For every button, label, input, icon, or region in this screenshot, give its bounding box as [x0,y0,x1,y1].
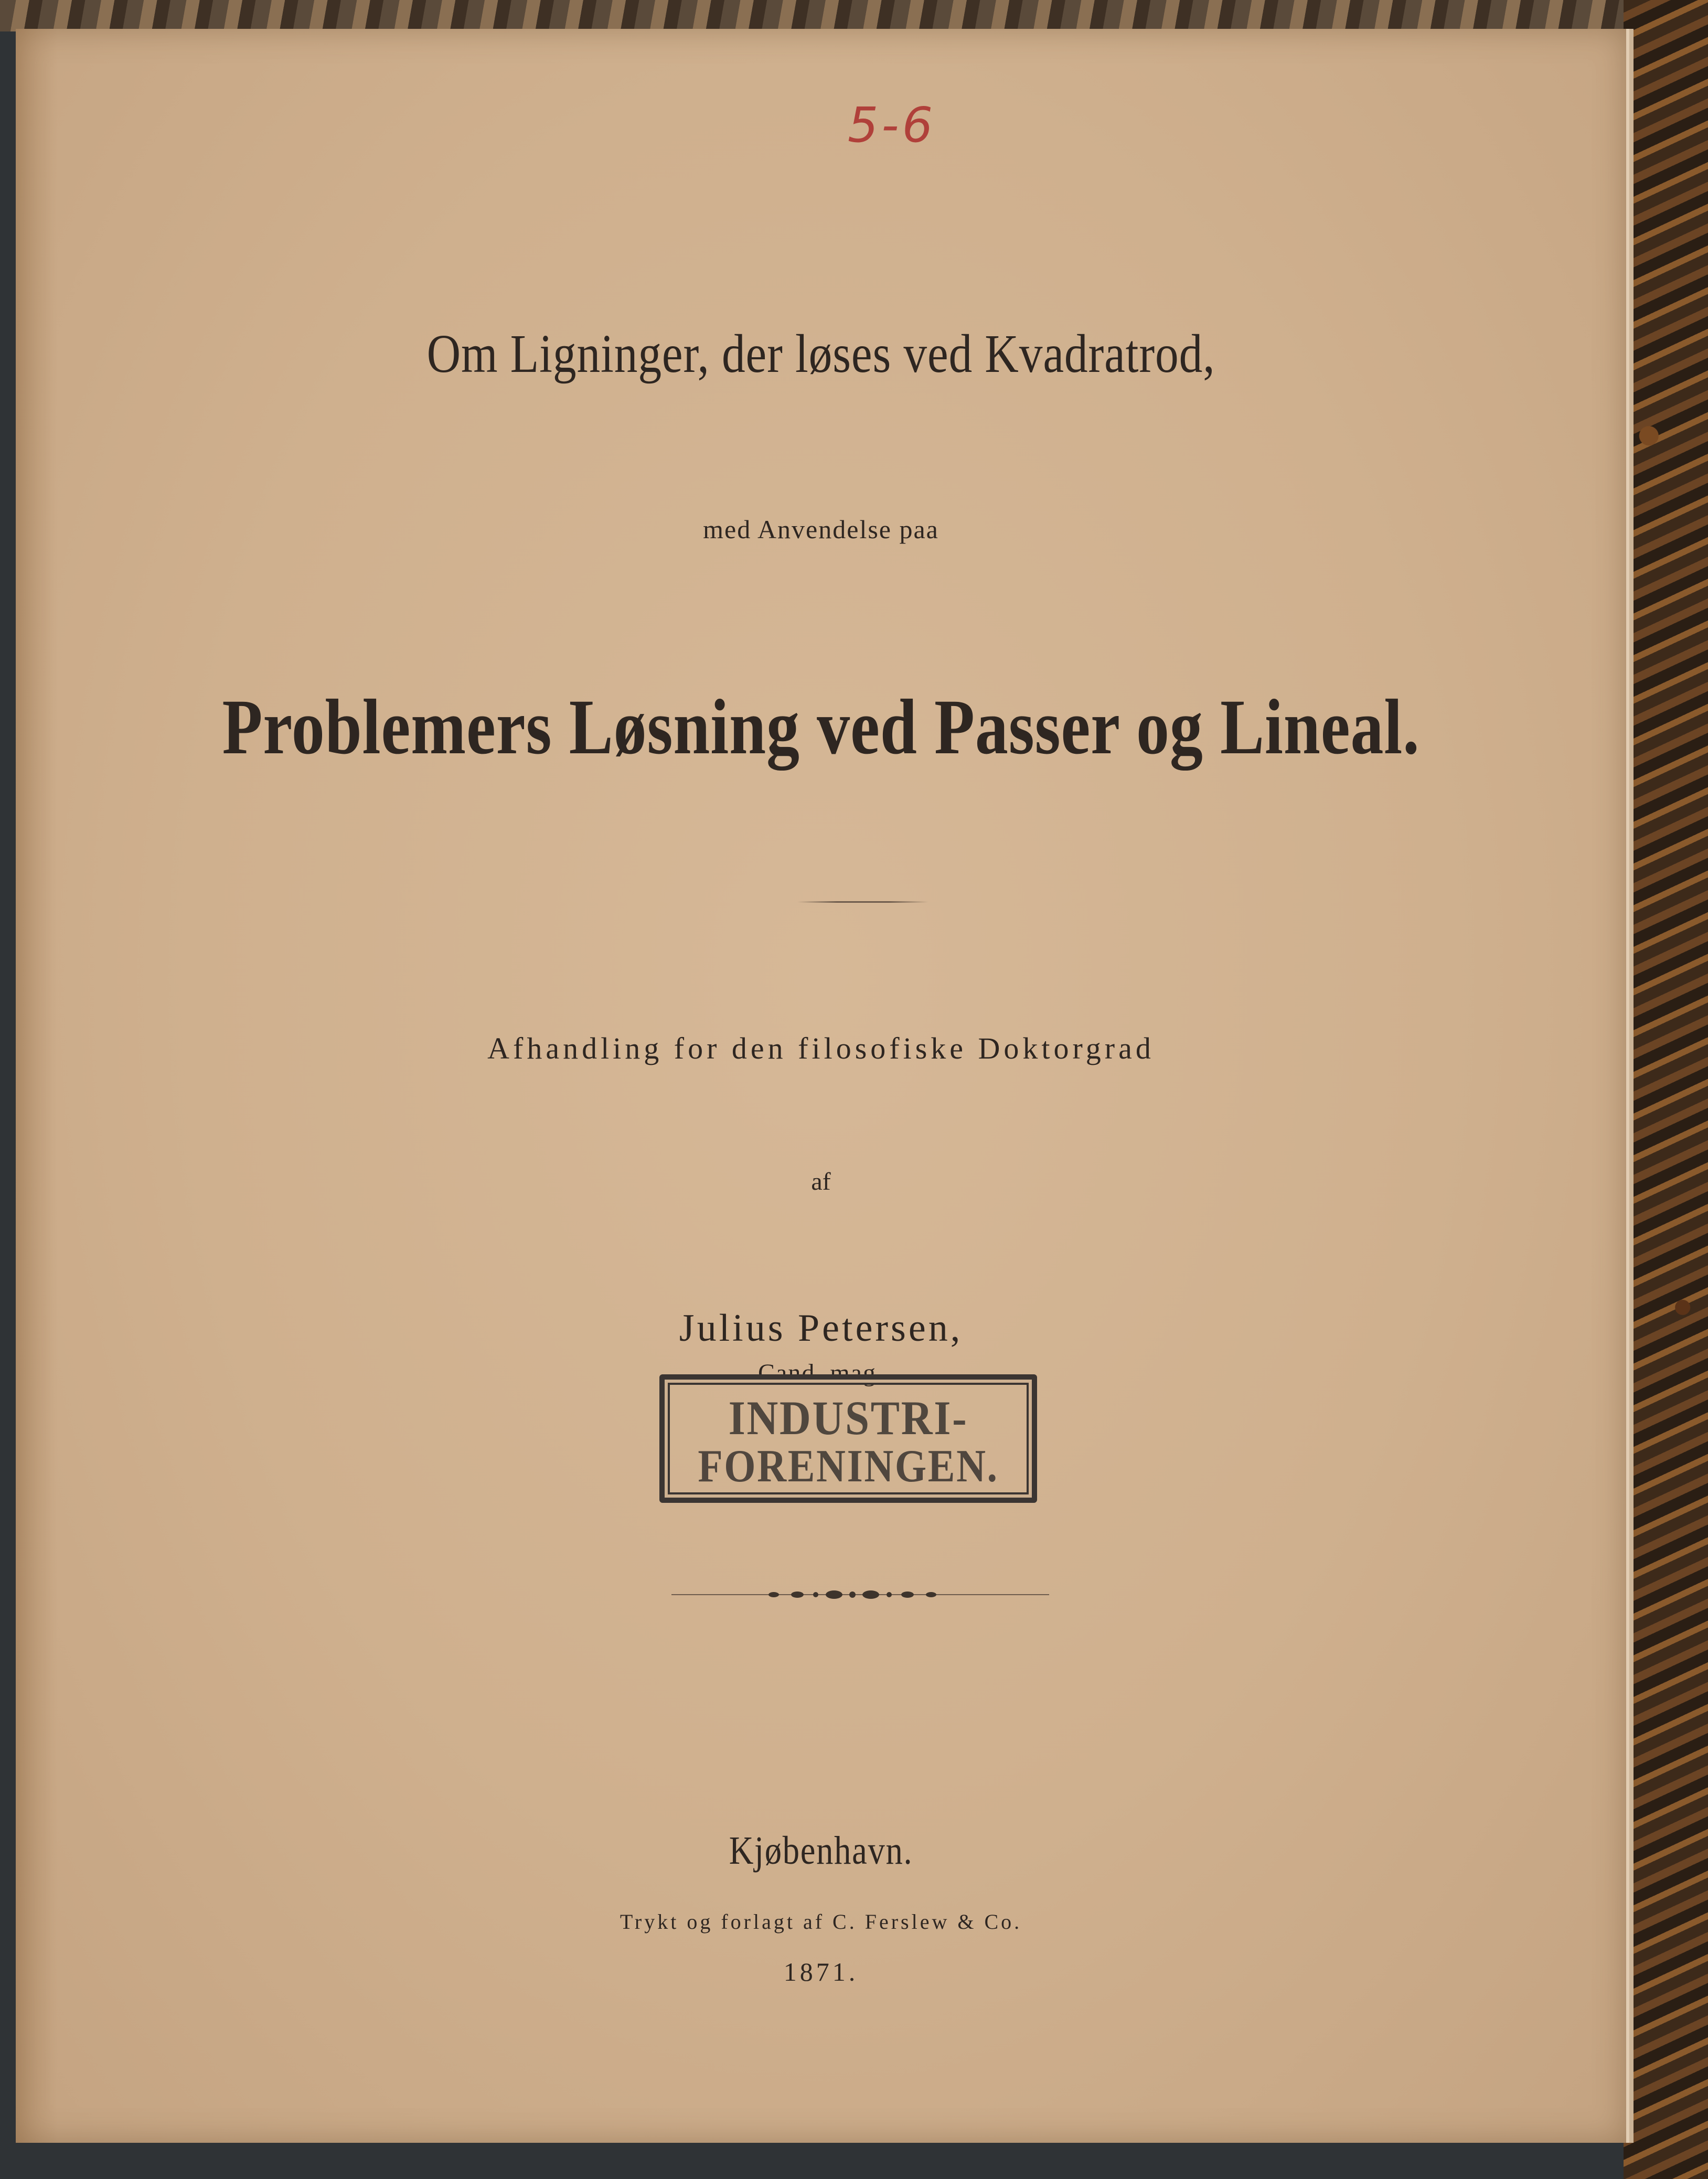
main-title: Problemers Løsning ved Passer og Lineal. [222,683,1420,771]
page-edge-shadow [16,29,58,2143]
stamp-line-1: INDUSTRI- [728,1391,968,1445]
imprint-printer: Trykt og forlagt af C. Ferslew & Co. [620,1910,1022,1934]
marbled-board-top [0,0,1708,31]
handwritten-shelfmark: 5-6 [847,97,936,153]
ornament-divider [671,1584,1049,1605]
dissertation-note: Afhandling for den filosofiske Doktorgrad [487,1031,1155,1065]
library-stamp [659,1374,1037,1503]
author-degree: Cand. mag. [758,1359,884,1387]
stamp-line-2: FORENINGEN. [698,1441,999,1492]
subtitle: med Anvendelse paa [703,515,939,544]
marbled-board-right [1624,0,1708,2179]
by-label: af [811,1168,831,1195]
title-line-1: Om Ligninger, der løses ved Kvadratrod, [426,324,1215,384]
imprint-year: 1871. [783,1957,859,1986]
title-page [16,29,1626,2143]
author-name: Julius Petersen, [679,1307,963,1350]
divider-rule [797,901,928,903]
imprint-city: Kjøbenhavn. [729,1829,913,1873]
